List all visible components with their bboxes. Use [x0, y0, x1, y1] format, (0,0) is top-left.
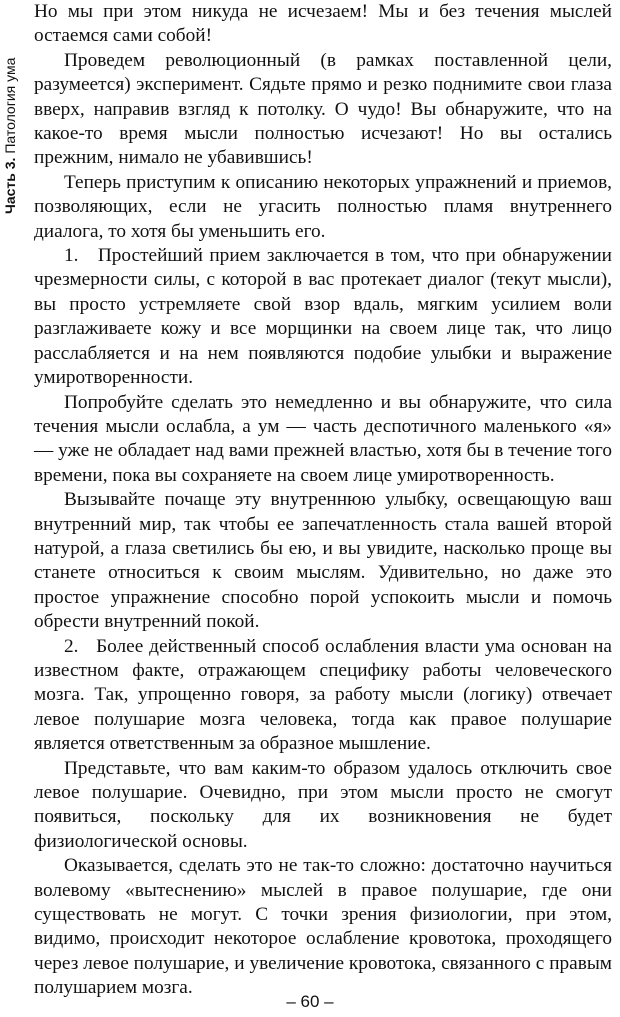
paragraph: Оказывается, сделать это не так-то сложно: достаточно научиться волевому «вытеснению» мыслей в правое полушарие, где они существовать не могут. С точки зрения физиологии, при этом, видимо, происходит некоторое ослабление кровотока, проходящего через левое полушарие, и увеличение кровотока, связанного с правым полушарием мозга.	[34, 855, 612, 999]
body-text	[34, 0, 612, 1001]
paragraph: Проведем революционный (в рамках поставленной цели, разумеется) эксперимент. Сядьте прямо и резко поднимите свои глаза вверх, направив взгляд к потолку. О чудо! Вы обнаружите, что на какое-то время мысли полностью исчезают! Но вы остались прежним, нимало не убавившись!	[34, 49, 612, 169]
part-title: Патология ума	[2, 57, 18, 154]
part-label: Часть 3.	[2, 157, 18, 214]
running-header	[0, 0, 22, 230]
paragraph: Вызывайте почаще эту внутреннюю улыбку, освещающую ваш внутренний мир, так чтобы ее запечатленность стала вашей второй натурой, а глаза светились бы ею, и вы увидите, насколько проще вы станете относиться к своим мыслям. Удивительно, но даже это простое упражнение способно порой успокоить мысли и помочь обрести внутренний покой.	[34, 489, 612, 633]
paragraph: Теперь приступим к описанию некоторых упражнений и приемов, позволяющих, если не угасить полностью пламя внутреннего диалога, то хотя бы уменьшить его.	[34, 171, 612, 242]
paragraph: 1. Простейший прием заключается в том, что при обнаружении чрезмерности силы, с которой в вас протекает диалог (текут мысли), вы просто устремляете свой взор вдаль, мягким усилием воли разглаживаете кожу и все морщинки на своем лице так, что лицо расслабляется и на нем появляются подобие улыбки и выражение умиротворенности.	[34, 245, 612, 389]
paragraph: Представьте, что вам каким-то образом удалось отключить свое левое полушарие. Очевидно, при этом мысли просто не смогут появиться, поскольку для их возникновения не будет физиологической основы.	[34, 757, 612, 852]
paragraph: Попробуйте сделать это немедленно и вы обнаружите, что сила течения мысли ослабла, а ум — часть деспотичного маленького «я» — уже не обладает над вами прежней властью, хотя бы в течение того времени, пока вы сохраняете на своем лице умиротворенность.	[34, 391, 612, 486]
page-number: – 60 –	[286, 992, 334, 1011]
paragraph: 2. Более действенный способ ослабления власти ума основан на известном факте, отражающем специфику работы человеческого мозга. Так, упрощенно говоря, за работу мысли (логику) отвечает левое полушарие мозга человека, тогда как правое полушарие является ответственным за образное мышление.	[34, 635, 612, 755]
paragraph: Но мы при этом никуда не исчезаем! Мы и без течения мыслей остаемся сами собой!	[34, 1, 612, 47]
running-header-text	[2, 58, 18, 214]
